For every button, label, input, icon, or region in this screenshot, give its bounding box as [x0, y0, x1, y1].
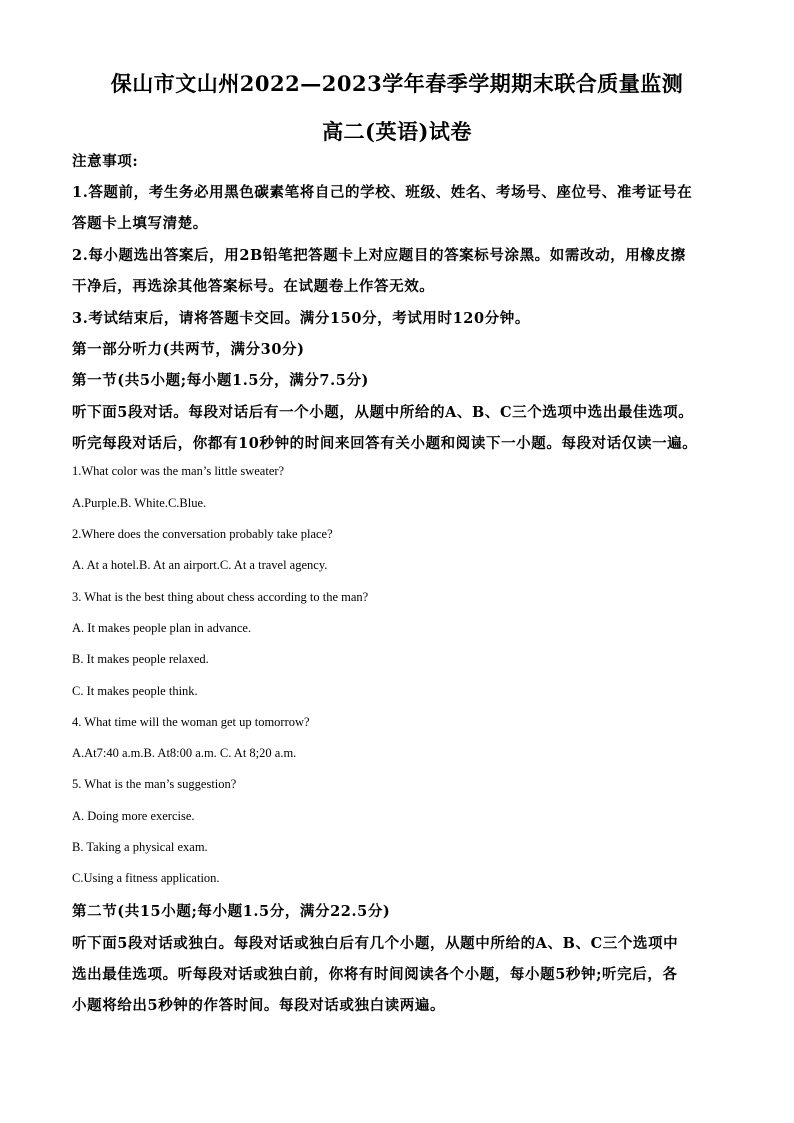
note-1-line-1: 1.答题前，考生务必用黑色碳素笔将自己的学校、班级、姓名、考场号、座位号、准考证号在 [72, 184, 693, 201]
question-3-option-a: A. It makes people plan in advance. [72, 621, 252, 635]
question-1-options: A.Purple.B. White.C.Blue. [72, 496, 207, 510]
section2-instructions-line-2: 选出最佳选项。听每段对话或独白前，你将有时间阅读各个小题，每小题5秒钟;听完后，各 [72, 966, 678, 983]
note-3: 3.考试结束后，请将答题卡交回。满分150分，考试用时120分钟。 [72, 310, 530, 327]
section1-instructions-line-2: 听完每段对话后，你都有10秒钟的时间来回答有关小题和阅读下一小题。每段对话仅读一遍。 [72, 435, 698, 452]
note-2-line-1: 2.每小题选出答案后，用2B铅笔把答题卡上对应题目的答案标号涂黑。如需改动，用橡皮擦 [72, 247, 686, 264]
question-5-option-a: A. Doing more exercise. [72, 809, 195, 823]
part1-heading: 第一部分听力(共两节，满分30分) [72, 341, 305, 358]
question-3-option-c: C. It makes people think. [72, 684, 198, 698]
question-4-options: A.At7:40 a.m.B. At8:00 a.m. C. At 8;20 a.m. [72, 746, 297, 760]
question-2-stem: 2.Where does the conversation probably take place? [72, 527, 333, 541]
section1-instructions-line-1: 听下面5段对话。每段对话后有一个小题，从题中所给的A、B、C三个选项中选出最佳选项。 [72, 404, 694, 421]
question-1-stem: 1.What color was the man’s little sweater? [72, 464, 285, 478]
notes-heading: 注意事项: [72, 153, 139, 170]
question-3-option-b: B. It makes people relaxed. [72, 652, 209, 666]
note-2-line-2: 干净后，再选涂其他答案标号。在试题卷上作答无效。 [72, 278, 435, 295]
question-5-option-b: B. Taking a physical exam. [72, 840, 208, 854]
section2-instructions-line-1: 听下面5段对话或独白。每段对话或独白后有几个小题，从题中所给的A、B、C三个选项中 [72, 935, 679, 952]
section2-instructions-line-3: 小题将给出5秒钟的作答时间。每段对话或独白读两遍。 [72, 997, 446, 1014]
section2-heading: 第二节(共15小题;每小题1.5分，满分22.5分) [72, 903, 391, 920]
note-1-line-2: 答题卡上填写清楚。 [72, 215, 208, 232]
question-5-option-c: C.Using a fitness application. [72, 871, 220, 885]
exam-subtitle: 高二(英语)试卷 [322, 119, 472, 144]
exam-title: 保山市文山州2022—2023学年春季学期期末联合质量监测 [110, 71, 684, 96]
section1-heading: 第一节(共5小题;每小题1.5分，满分7.5分) [72, 372, 370, 389]
question-4-stem: 4. What time will the woman get up tomorrow? [72, 715, 310, 729]
question-3-stem: 3. What is the best thing about chess according to the man? [72, 590, 369, 604]
question-5-stem: 5. What is the man’s suggestion? [72, 777, 237, 791]
question-2-options: A. At a hotel.B. At an airport.C. At a travel agency. [72, 558, 328, 572]
